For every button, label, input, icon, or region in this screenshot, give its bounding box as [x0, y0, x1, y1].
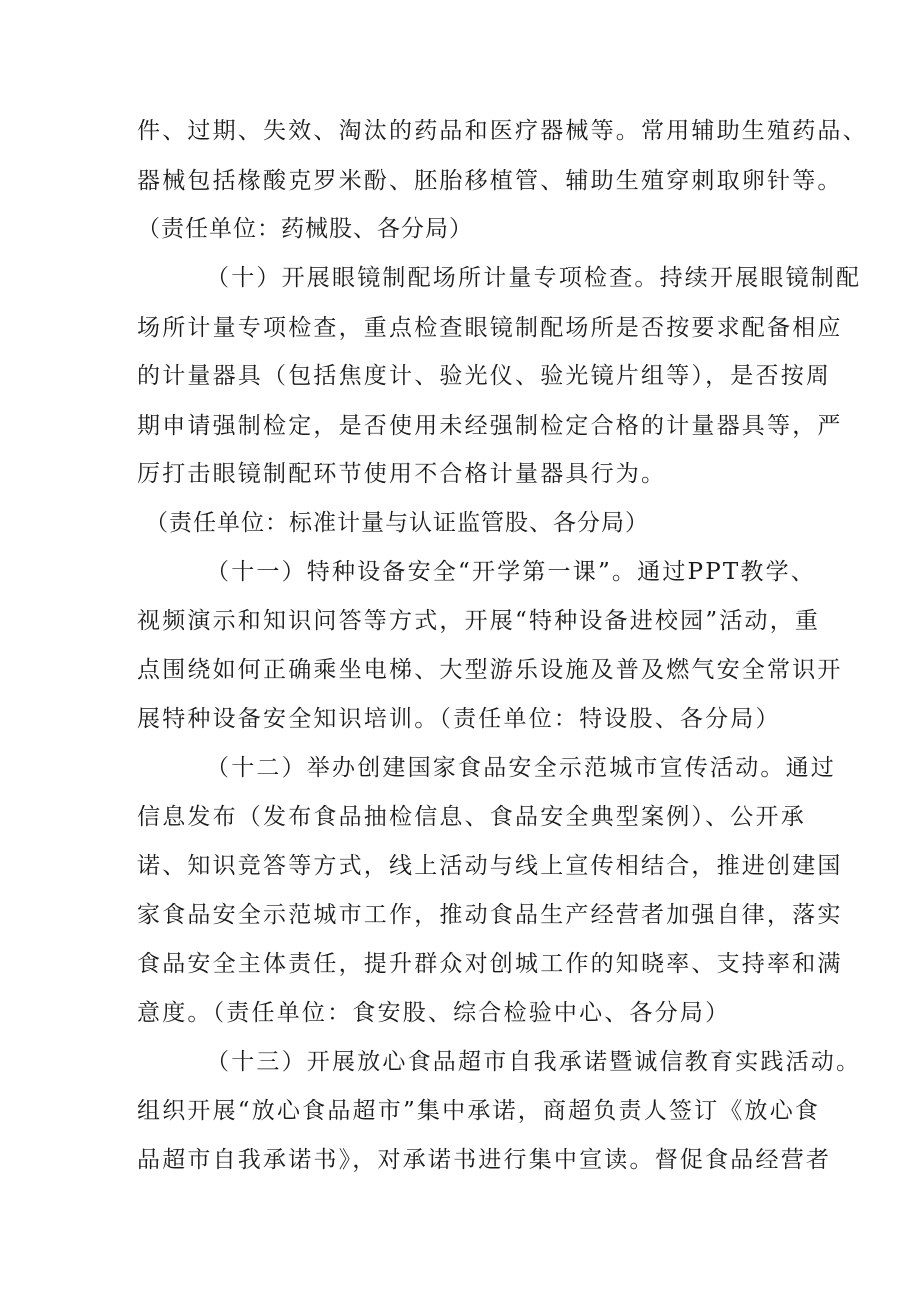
body-text-line: 展特种设备安全知识培训。（责任单位：特设股、各分局） — [137, 706, 781, 732]
section-heading-11: （十一）特种设备安全“开学第一课”。通过PPT教学、 — [206, 559, 817, 585]
body-text-line: 品超市自我承诺书》，对承诺书进行集中宣读。督促食品经营者 — [137, 1147, 832, 1173]
responsibility-note: （责任单位：标准计量与认证监管股、各分局） — [145, 510, 649, 536]
body-text-line: 点围绕如何正确乘坐电梯、大型游乐设施及普及燃气安全常识开 — [137, 657, 843, 683]
body-text-line: 意度。（责任单位：食安股、综合检验中心、各分局） — [137, 1000, 731, 1026]
section-heading-12: （十二）举办创建国家食品安全示范城市宣传活动。通过 — [206, 755, 836, 781]
body-text-line: 食品安全主体责任，提升群众对创城工作的知晓率、支持率和满 — [137, 951, 843, 977]
body-text-line: 期申请强制检定，是否使用未经强制检定合格的计量器具等，严 — [137, 413, 843, 439]
body-text-line: 信息发布（发布食品抽检信息、食品安全典型案例）、公开承 — [137, 804, 806, 830]
responsibility-note: （责任单位：药械股、各分局） — [137, 216, 473, 242]
body-text-line: 诺、知识竞答等方式，线上活动与线上宣传相结合，推进创建国 — [137, 853, 843, 879]
body-text-line: 组织开展“放心食品超市”集中承诺，商超负责人签订《放心食 — [137, 1098, 821, 1124]
body-text-line: 家食品安全示范城市工作，推动食品生产经营者加强自律，落实 — [137, 902, 843, 928]
section-heading-13: （十三）开展放心食品超市自我承诺暨诚信教育实践活动。 — [206, 1049, 862, 1075]
body-text-line: 的计量器具（包括焦度计、验光仪、验光镜片组等），是否按周 — [137, 363, 832, 389]
body-text-line: 件、过期、失效、淘汰的药品和医疗器械等。常用辅助生殖药品、 — [137, 118, 868, 144]
section-heading-10: （十）开展眼镜制配场所计量专项检查。持续开展眼镜制配 — [206, 265, 862, 291]
body-text-line: 器械包括椽酸克罗米酚、胚胎移植管、辅助生殖穿刺取卵针等。 — [137, 168, 843, 194]
body-text-line: 厉打击眼镜制配环节使用不合格计量器具行为。 — [137, 461, 667, 487]
body-text-line: 场所计量专项检查，重点检查眼镜制配场所是否按要求配备相应 — [137, 315, 843, 341]
body-text-line: 视频演示和知识问答等方式，开展“特种设备进校园”活动，重 — [137, 608, 821, 634]
